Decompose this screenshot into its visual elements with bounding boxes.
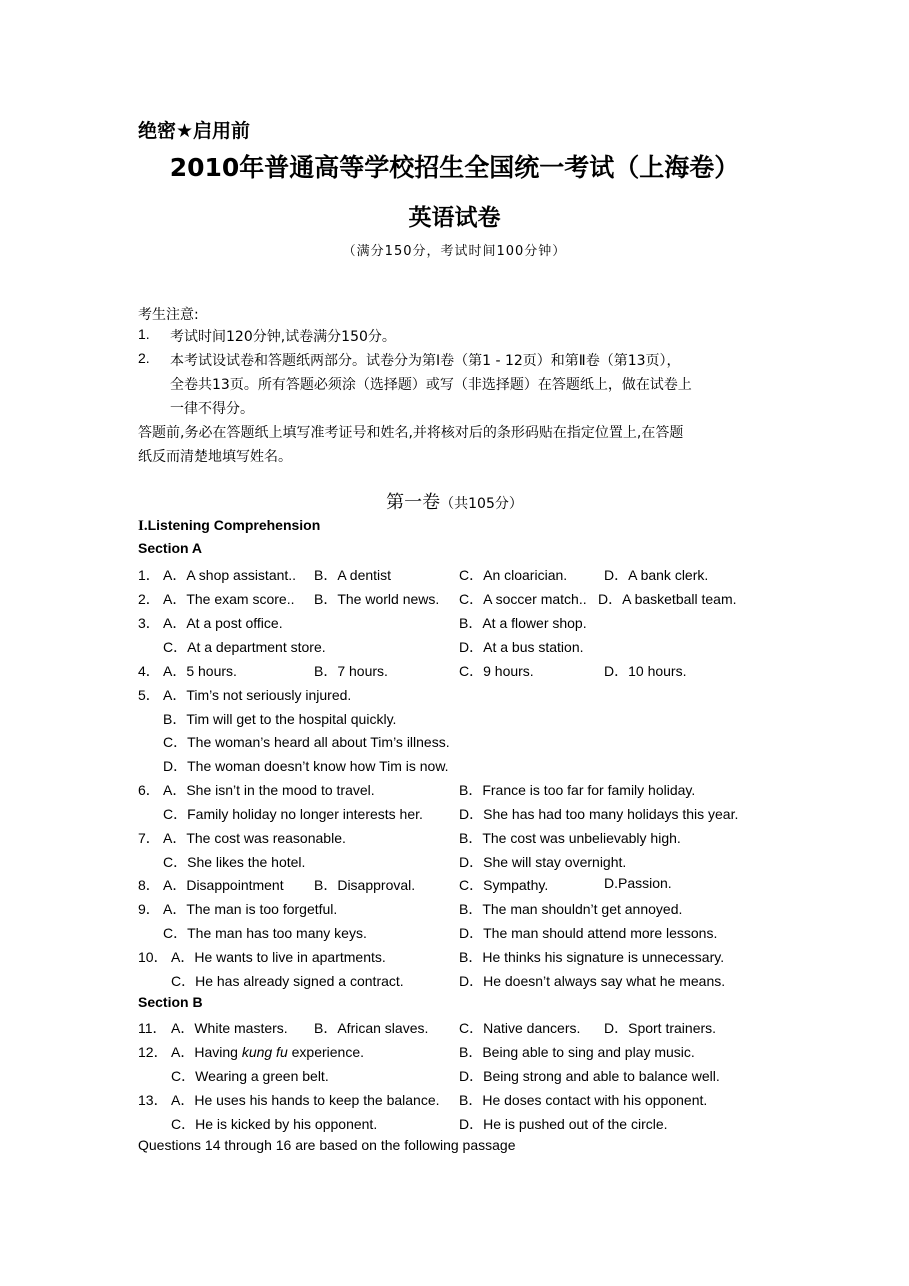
notice-item-line: 全卷共13页。所有答题必须涂（选择题）或写（非选择题）在答题纸上，做在试卷上 (170, 377, 692, 393)
option-b: B．He doses contact with his opponent. (459, 1092, 708, 1108)
option-d: D．The man should attend more lessons. (459, 925, 718, 941)
option-a: A．He uses his hands to keep the balance. (171, 1092, 440, 1108)
option-a-text-end: experience. (287, 1044, 365, 1060)
option-d: D．10 hours. (604, 663, 687, 679)
part-score: （共105分） (440, 496, 523, 512)
option-d: D．He doesn’t always say what he means. (459, 973, 726, 989)
question-number: 1． (138, 567, 160, 583)
option-d: D．Being strong and able to balance well. (459, 1068, 720, 1084)
option-a-italic-text: kung fu (241, 1044, 288, 1060)
option-a: A．She isn’t in the mood to travel. (163, 782, 375, 798)
option-b: B．A dentist (314, 567, 392, 583)
option-a: A．5 hours. (163, 663, 237, 679)
option-d: D．A basketball team. (598, 591, 737, 607)
option-a: A．White masters. (171, 1020, 288, 1036)
option-c: C．The woman’s heard all about Tim’s illness. (163, 734, 450, 750)
question-number: 9． (138, 901, 160, 917)
question-number: 4． (138, 663, 160, 679)
question-number: 7． (138, 830, 160, 846)
question-number: 3． (138, 615, 160, 631)
option-a: A．A shop assistant.. (163, 567, 297, 583)
option-d: D．He is pushed out of the circle. (459, 1116, 668, 1132)
option-c: C．Native dancers. (459, 1020, 581, 1036)
option-b: B．At a flower shop. (459, 615, 587, 631)
part-title (0, 488, 909, 514)
section-b-heading: Section B (138, 994, 203, 1010)
question-number: 13． (138, 1092, 168, 1108)
option-c: C．An cloarician. (459, 567, 568, 583)
option-a: A．At a post office. (163, 615, 283, 631)
score-info: （满分150分，考试时间100分钟） (342, 244, 567, 259)
option-c: C．A soccer match.. (459, 591, 587, 607)
subject-title: 英语试卷 (408, 205, 501, 231)
option-c: C．The man has too many keys. (163, 925, 367, 941)
option-d: D．Sport trainers. (604, 1020, 717, 1036)
notice-item-line: 考试时间120分钟,试卷满分150分。 (170, 329, 396, 345)
option-d: D．She has had too many holidays this year. (459, 806, 739, 822)
option-c: C．Wearing a green belt. (171, 1068, 329, 1084)
option-b: B．Disapproval. (314, 877, 416, 893)
section-title: Listening Comprehension (147, 517, 321, 533)
option-d: D．A bank clerk. (604, 567, 709, 583)
option-a: A．The cost was reasonable. (163, 830, 346, 846)
notice-item-line: 一律不得分。 (170, 401, 254, 417)
option-a: A．The exam score.. (163, 591, 295, 607)
notice-extra-line: 答题前,务必在答题纸上填写准考证号和姓名,并将核对后的条形码贴在指定位置上,在答题 (138, 425, 684, 441)
question-number: 11． (138, 1020, 167, 1036)
notice-item-line: 本考试设试卷和答题纸两部分。试卷分为第Ⅰ卷（第1 - 12页）和第Ⅱ卷（第13页）， (170, 353, 681, 369)
option-c: C．He has already signed a contract. (171, 973, 404, 989)
section-a-heading: Section A (138, 540, 203, 556)
question-number: 12． (138, 1044, 168, 1060)
option-b: B．He thinks his signature is unnecessary. (459, 949, 725, 965)
option-c: C．Sympathy. (459, 877, 549, 893)
option-b: B．7 hours. (314, 663, 388, 679)
part-title-text: 第一卷 (386, 492, 441, 513)
option-b: B．The man shouldn’t get annoyed. (459, 901, 683, 917)
option-a: A．Disappointment (163, 877, 284, 893)
exam-title: 2010年普通高等学校招生全国统一考试（上海卷） (169, 153, 740, 182)
option-b: B．Tim will get to the hospital quickly. (163, 711, 397, 727)
option-a: A．Tim’s not seriously injured. (163, 687, 352, 703)
section-listening-heading (138, 517, 320, 535)
option-a (171, 1042, 364, 1062)
option-c: C．Family holiday no longer interests her. (163, 806, 423, 822)
option-b: B．The world news. (314, 591, 440, 607)
option-c: C．At a department store. (163, 639, 326, 655)
option-b: B．France is too far for family holiday. (459, 782, 696, 798)
option-d: D．She will stay overnight. (459, 854, 627, 870)
option-c: C．She likes the hotel. (163, 854, 306, 870)
notice-item-num: 2. (138, 350, 150, 366)
notice-heading: 考生注意: (138, 307, 199, 323)
question-number: 8． (138, 877, 160, 893)
option-a-text: A．Having (171, 1044, 242, 1060)
passage-note: Questions 14 through 16 are based on the following passage (138, 1137, 516, 1153)
section-roman: I. (138, 518, 148, 534)
notice-item-num: 1. (138, 326, 150, 342)
option-a: A．The man is too forgetful. (163, 901, 338, 917)
option-b: B．African slaves. (314, 1020, 429, 1036)
option-b: B．Being able to sing and play music. (459, 1044, 695, 1060)
option-d: D．At a bus station. (459, 639, 584, 655)
question-number: 2． (138, 591, 160, 607)
option-c: C．He is kicked by his opponent. (171, 1116, 378, 1132)
question-number: 5． (138, 687, 160, 703)
question-number: 10． (138, 949, 168, 965)
option-d: D.Passion. (604, 875, 672, 891)
option-d: D．The woman doesn’t know how Tim is now. (163, 758, 449, 774)
option-a: A．He wants to live in apartments. (171, 949, 386, 965)
option-b: B．The cost was unbelievably high. (459, 830, 681, 846)
question-number: 6． (138, 782, 160, 798)
option-c: C．9 hours. (459, 663, 534, 679)
notice-extra-line: 纸反而清楚地填写姓名。 (138, 449, 292, 465)
secret-label: 绝密★启用前 (138, 120, 251, 142)
